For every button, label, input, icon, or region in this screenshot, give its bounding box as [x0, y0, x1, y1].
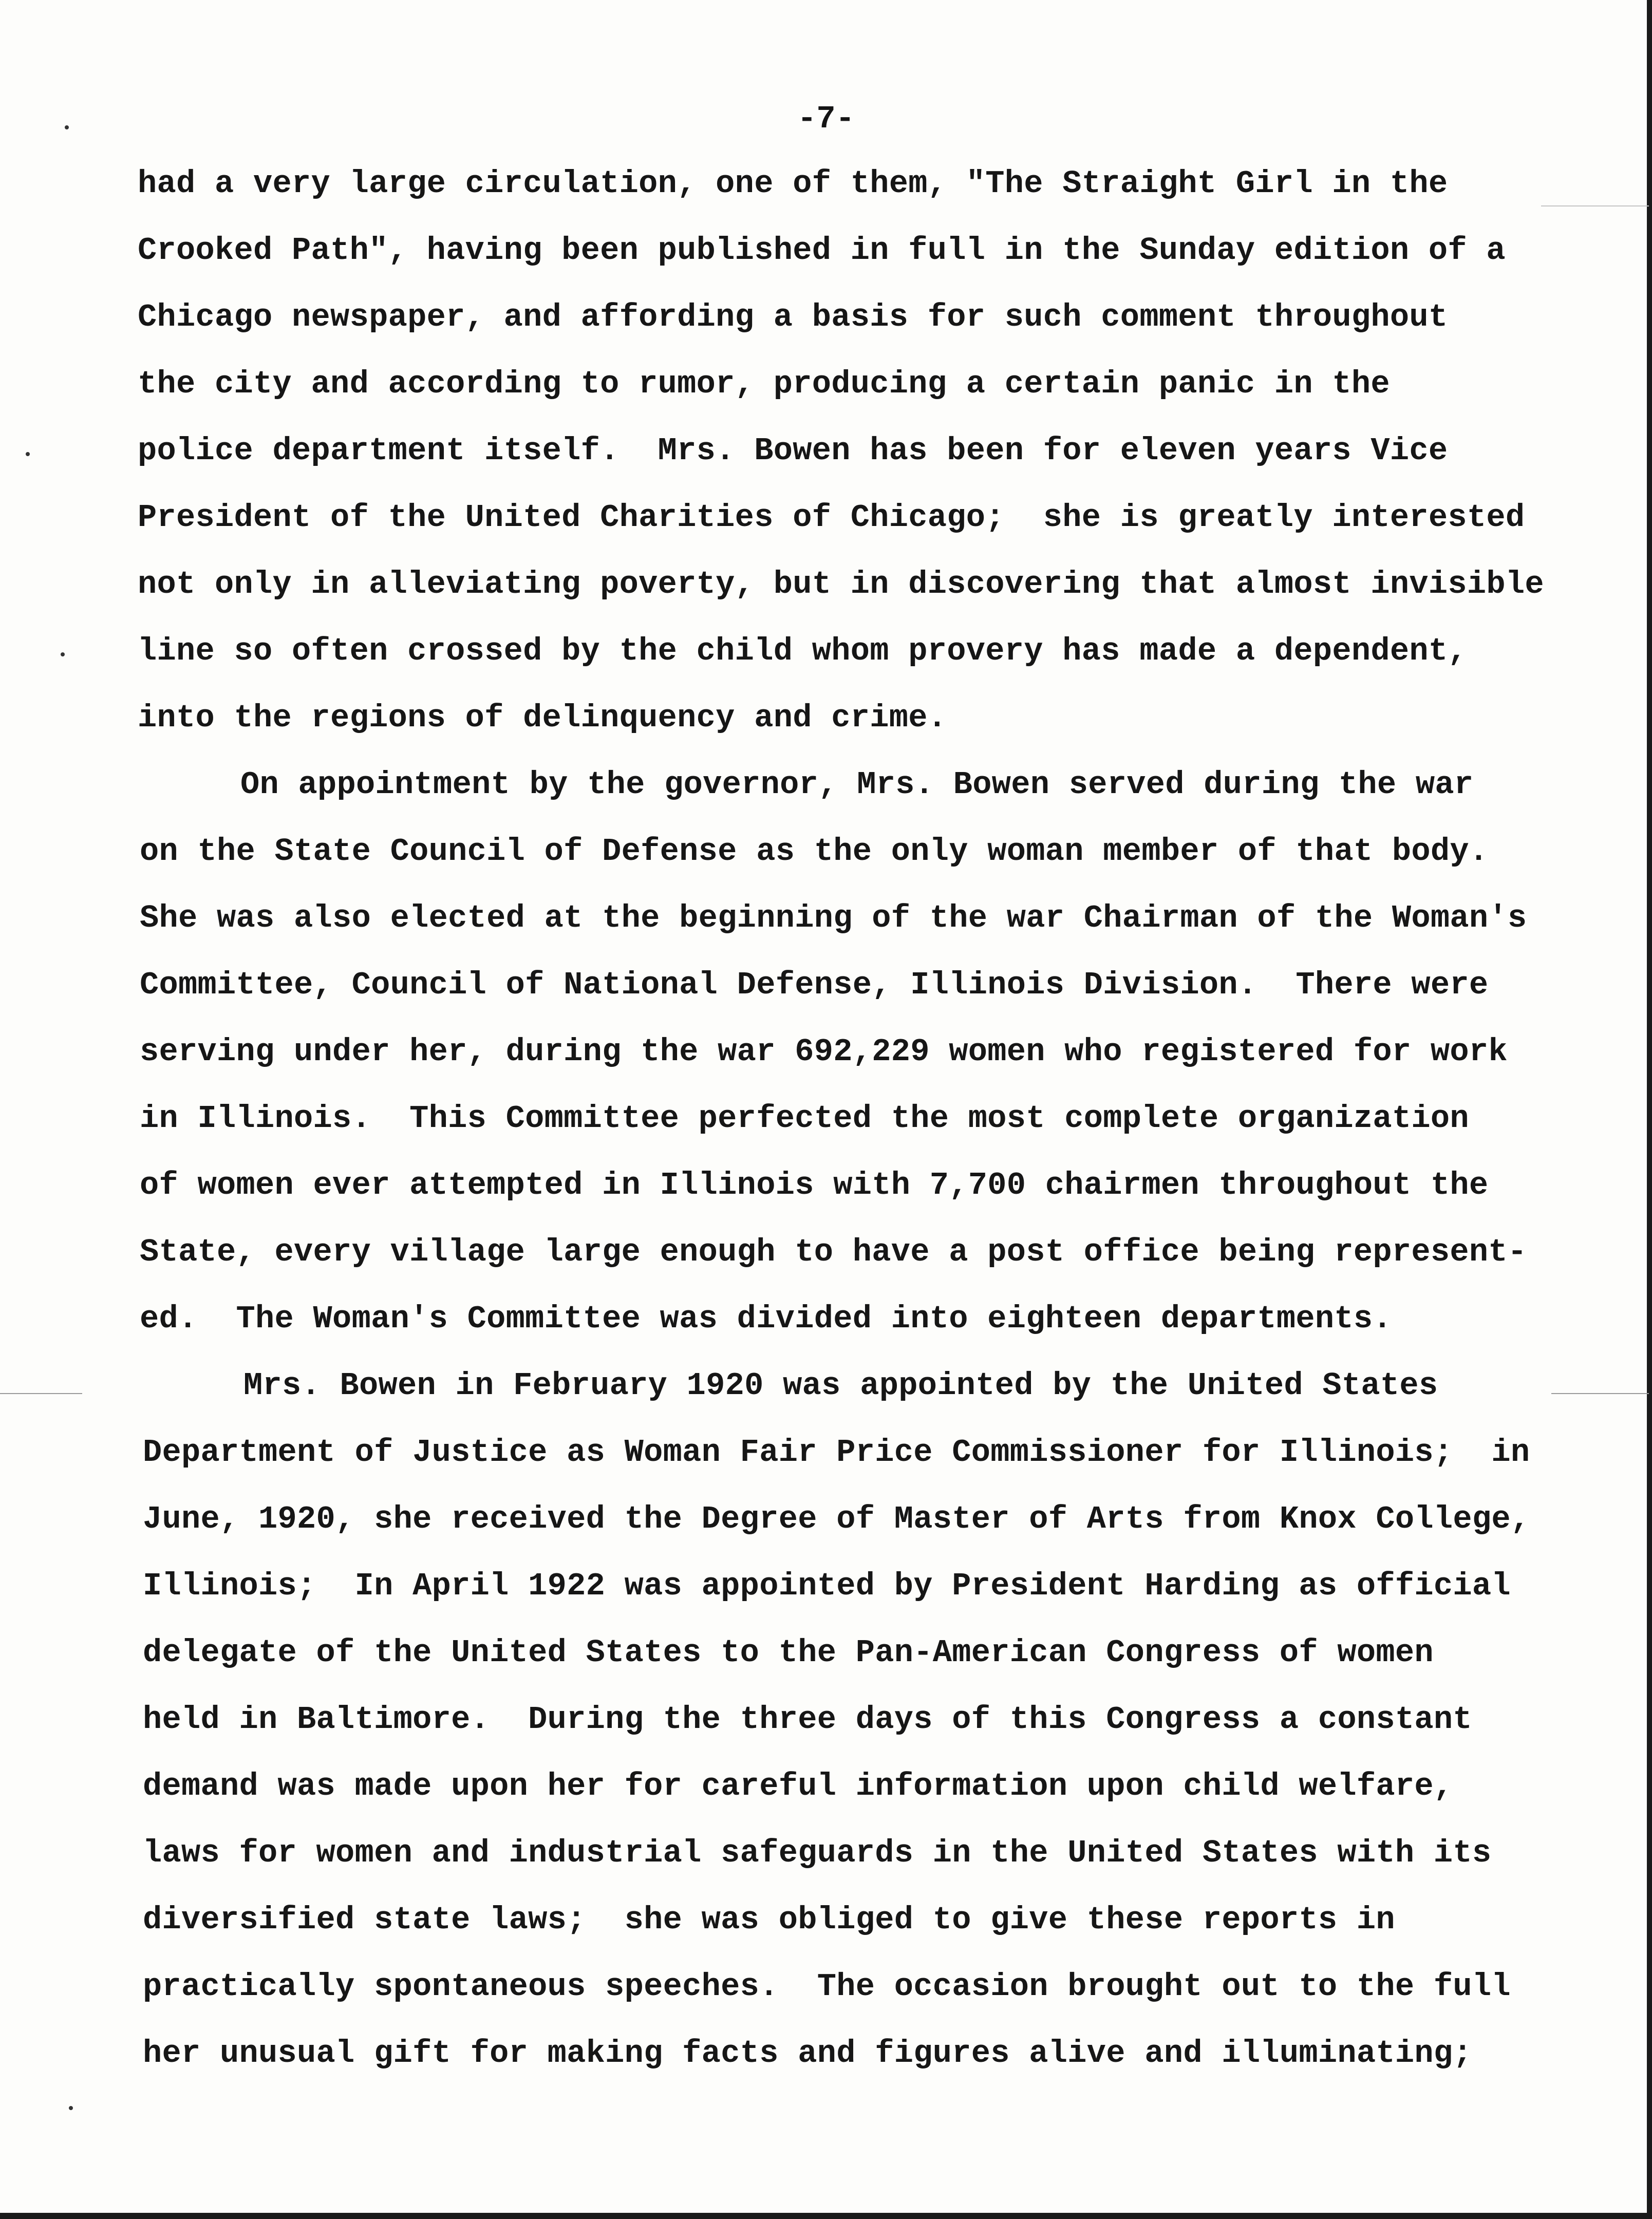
fold-mark-top-right: [1541, 205, 1649, 206]
text-line: Crooked Path", having been published in full in the Sunday edition of a: [138, 232, 1506, 269]
text-line: serving under her, during the war 692,229 women who registered for work: [140, 1033, 1508, 1070]
text-line: Chicago newspaper, and affording a basis for such comment throughout: [138, 299, 1448, 335]
text-line: President of the United Charities of Chicago; she is greatly interested: [138, 499, 1525, 536]
text-line: of women ever attempted in Illinois with 7,700 chairmen throughout the: [140, 1167, 1489, 1203]
text-line: into the regions of delinquency and crime.: [138, 700, 947, 736]
text-line: line so often crossed by the child whom provery has made a dependent,: [138, 633, 1467, 669]
fold-mark-left: [0, 1393, 82, 1394]
text-line: held in Baltimore. During the three days of this Congress a constant: [143, 1701, 1472, 1738]
text-line: her unusual gift for making facts and figures alive and illuminating;: [143, 2035, 1472, 2072]
text-line: practically spontaneous speeches. The occasion brought out to the full: [143, 1968, 1511, 2005]
text-line: June, 1920, she received the Degree of Master of Arts from Knox College,: [143, 1501, 1530, 1537]
text-line: not only in alleviating poverty, but in discovering that almost invisible: [138, 566, 1544, 603]
text-line: ed. The Woman's Committee was divided into eighteen departments.: [140, 1301, 1392, 1337]
paragraph-first-line: Mrs. Bowen in February 1920 was appointed by the United States: [243, 1367, 1438, 1404]
scan-speck: [69, 2106, 73, 2110]
text-line: Committee, Council of National Defense, Illinois Division. There were: [140, 967, 1489, 1003]
text-line: Department of Justice as Woman Fair Price Commissioner for Illinois; in: [143, 1434, 1530, 1471]
text-line: State, every village large enough to have a post office being represent-: [140, 1234, 1527, 1270]
scan-edge-right: [1647, 0, 1652, 2219]
text-line: She was also elected at the beginning of the war Chairman of the Woman's: [140, 900, 1527, 936]
paragraph-first-line: On appointment by the governor, Mrs. Bowen served during the war: [240, 766, 1474, 803]
text-line: the city and according to rumor, producing a certain panic in the: [138, 366, 1390, 402]
scan-speck: [26, 452, 30, 456]
text-line: laws for women and industrial safeguards in the United States with its: [143, 1835, 1492, 1871]
text-line: had a very large circulation, one of them, "The Straight Girl in the: [138, 165, 1448, 202]
text-line: diversified state laws; she was obliged to give these reports in: [143, 1902, 1395, 1938]
fold-mark-right: [1551, 1393, 1649, 1394]
text-line: in Illinois. This Committee perfected the most complete organization: [140, 1100, 1469, 1137]
text-line: Illinois; In April 1922 was appointed by President Harding as official: [143, 1568, 1511, 1604]
text-line: police department itself. Mrs. Bowen has been for eleven years Vice: [138, 432, 1448, 469]
scan-speck: [61, 652, 65, 656]
scan-edge-bottom: [0, 2213, 1652, 2219]
text-line: on the State Council of Defense as the only woman member of that body.: [140, 833, 1489, 870]
text-line: demand was made upon her for careful information upon child welfare,: [143, 1768, 1453, 1804]
text-line: delegate of the United States to the Pan-American Congress of women: [143, 1634, 1434, 1671]
page-number: -7-: [797, 101, 855, 137]
